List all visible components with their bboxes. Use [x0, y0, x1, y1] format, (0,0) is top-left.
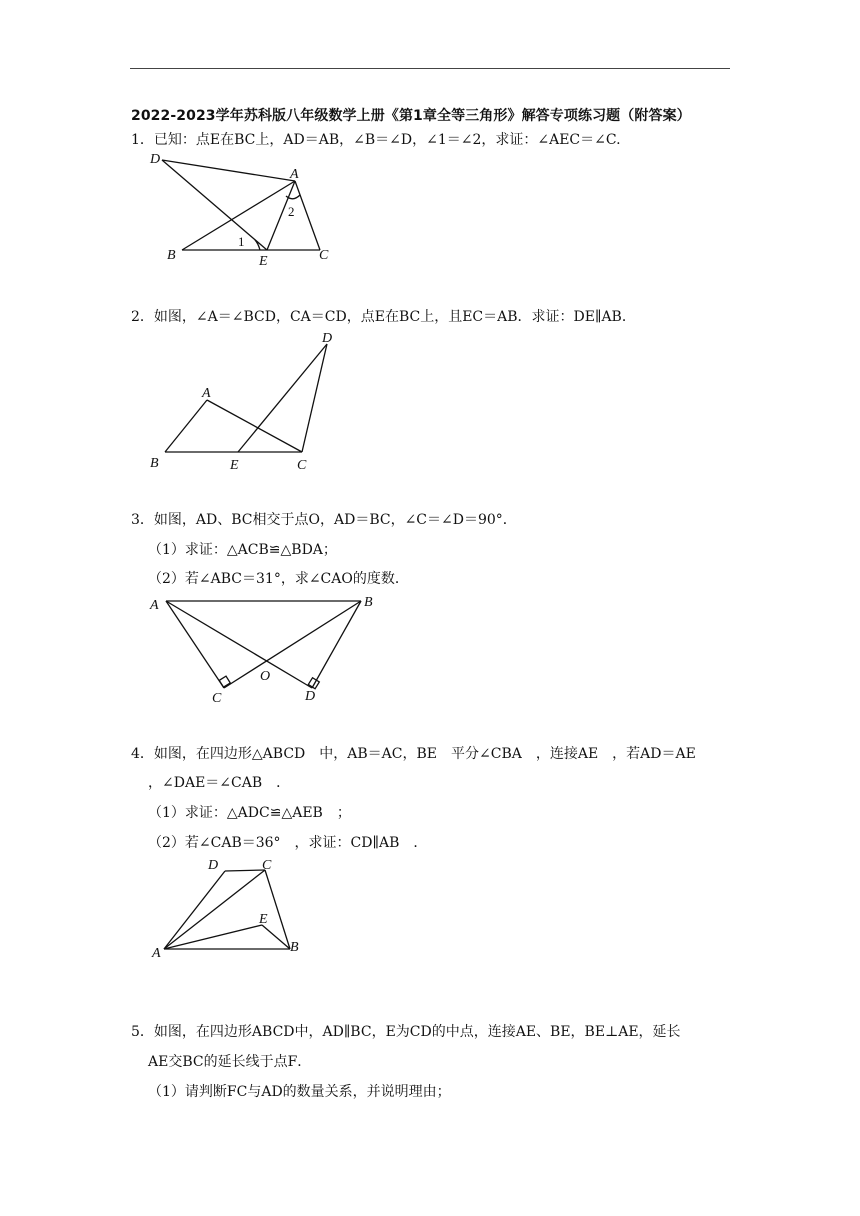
problem-4-figure — [140, 853, 320, 968]
label-C: C — [319, 248, 329, 263]
problem-5-text-2: AE交BC的延长线于点F． — [148, 1054, 312, 1070]
problem-1-text: 1．已知：点E在BC上，AD＝AB，∠B＝∠D，∠1＝∠2，求证：∠AEC＝∠C. — [131, 132, 621, 148]
problem-4-text-2: ，∠DAE＝∠CAB ． — [148, 775, 291, 791]
label-E: E — [230, 458, 239, 473]
problem-5-text-3: （1）请判断FC与AD的数量关系，并说明理由； — [148, 1084, 451, 1100]
angle-1-label: 1 — [238, 234, 245, 249]
label-A: A — [202, 386, 211, 401]
label-D: D — [208, 858, 219, 873]
label-O: O — [260, 669, 271, 684]
problem-5-text-1: 5．如图，在四边形ABCD中，AD∥BC，E为CD的中点，连接AE、BE，BE⊥AE，延长 — [131, 1024, 681, 1040]
problem-4-text-4: （2）若∠CAB＝36° ，求证：CD∥AB ． — [148, 835, 428, 851]
label-E: E — [259, 254, 268, 269]
label-A: A — [150, 598, 159, 613]
header-rule — [130, 68, 730, 69]
label-E: E — [259, 912, 268, 927]
problem-1-figure — [140, 150, 360, 275]
problem-3-text-1: 3．如图，AD、BC相交于点O，AD＝BC，∠C＝∠D＝90°． — [131, 512, 517, 528]
problem-4-text-1: 4．如图，在四边形△ABCD 中，AB＝AC，BE 平分∠CBA ，连接AE ，若AD＝AE — [131, 746, 696, 762]
angle-2-label: 2 — [288, 204, 295, 219]
label-C: C — [262, 858, 272, 873]
page-title: 2022-2023学年苏科版八年级数学上册《第1章全等三角形》解答专项练习题（附答案） — [131, 108, 691, 124]
label-D: D — [322, 331, 333, 346]
label-C: C — [297, 458, 307, 473]
label-B: B — [150, 456, 159, 471]
label-B: B — [167, 248, 176, 263]
problem-4-text-3: （1）求证：△ADC≌△AEB ； — [148, 805, 351, 821]
label-D: D — [305, 689, 316, 704]
label-B: B — [290, 940, 299, 955]
label-B: B — [364, 595, 373, 610]
label-A: A — [152, 946, 161, 961]
label-C: C — [212, 691, 222, 706]
problem-3-text-2: （1）求证：△ACB≌△BDA； — [148, 542, 337, 558]
problem-2-text: 2．如图，∠A＝∠BCD，CA＝CD，点E在BC上，且EC＝AB．求证：DE∥AB． — [131, 309, 636, 325]
label-D: D — [150, 152, 161, 167]
label-A: A — [290, 167, 299, 182]
problem-2-figure — [140, 328, 350, 473]
problem-3-figure — [140, 590, 390, 710]
problem-3-text-3: （2）若∠ABC＝31°，求∠CAO的度数． — [148, 571, 409, 587]
